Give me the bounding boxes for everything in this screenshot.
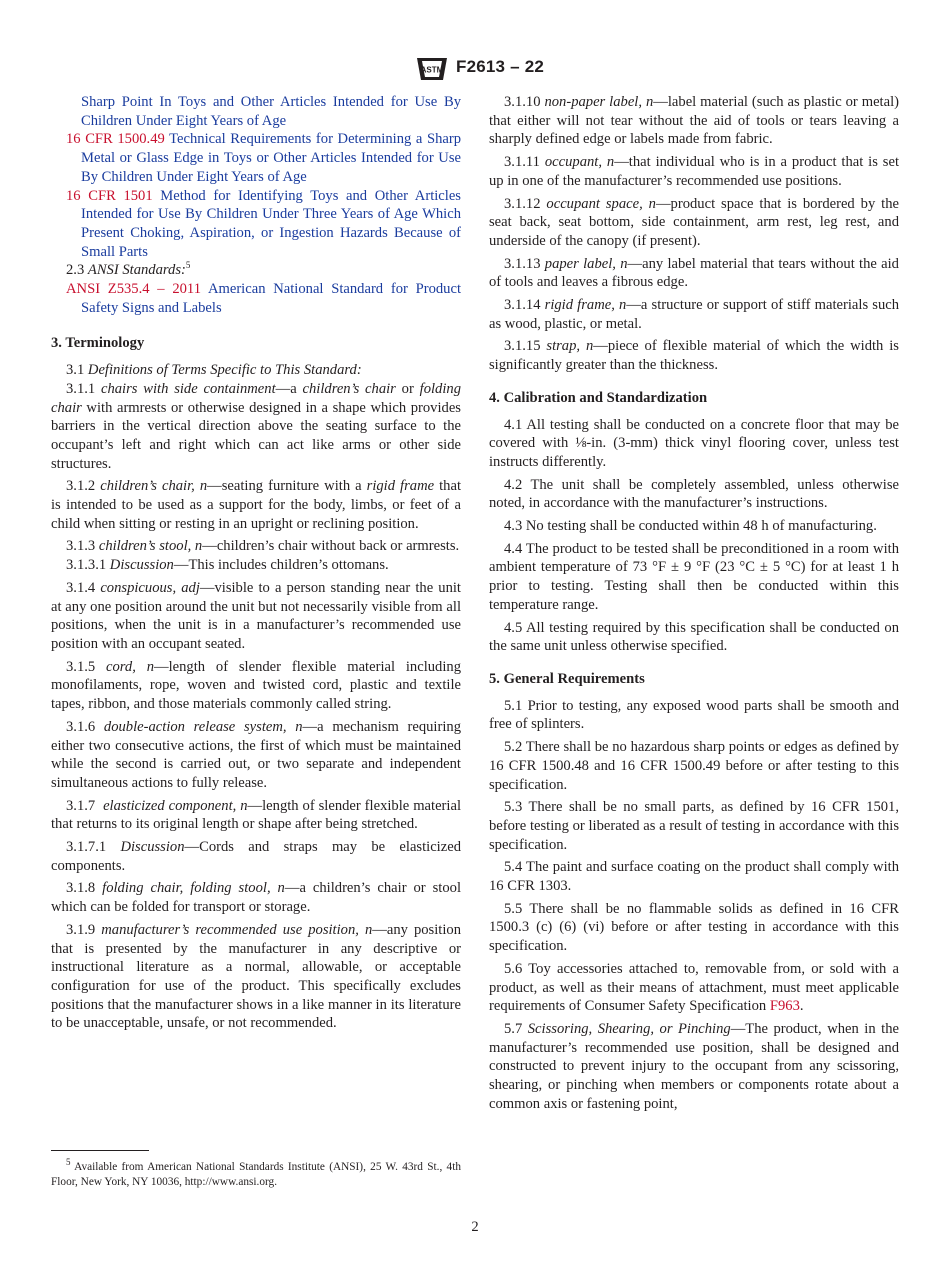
para-3-1-10: 3.1.10 non-paper label, n—label material (such as plastic or metal) that either will not tear without the aid of tools or tears leaving a sharply defined edge or labels made from fabric. [489,94,899,148]
left-column [51,93,461,1037]
footnote-text: Available from American National Standards Institute (ANSI), 25 W. 43rd St., 4th Floor, New York, NY 10036, http://www.ansi.org. [51,1161,461,1188]
reference-code[interactable]: 16 CFR 1500.49 [66,131,165,148]
para-4-4: 4.4 The product to be tested shall be preconditioned in a room with ambient temperature of 73 °F ± 9 °F (23 °C ± 5 °C) for at least 1 h prior to testing. Testing shall then be conducted within this temperature range. [489,540,899,613]
para-4-2: 4.2 The unit shall be completely assembled, unless otherwise noted, in accordance with the manufacturer’s instructions. [489,476,899,512]
para-3-1-14: 3.1.14 rigid frame, n—a structure or support of stiff materials such as wood, plastic, or metal. [489,297,900,332]
para-3-1-13: 3.1.13 paper label, n—any label material that tears without the aid of tools and leaves a fibrous edge. [489,255,899,291]
para-3-1-4: 3.1.4 conspicuous, adj—visible to a person standing near the unit at any one position around the unit but not necessarily visible from all positions, when the unit is in a manufacturer’s recommended use position with an occupant seated. [51,579,461,652]
reference-code[interactable]: ANSI Z535.4 – 2011 [66,281,201,298]
para-5-6: 5.6 Toy accessories attached to, removable from, or sold with a product, as well as their means of attachment, must meet applicable requirements of Consumer Safety Specification F963. [489,960,899,1015]
para-5-2: 5.2 There shall be no hazardous sharp points or edges as defined by 16 CFR 1500.48 and 16 CFR 1500.49 before or after testing to this specification. [489,739,899,793]
para-3-1-3-1: 3.1.3.1 Discussion—This includes children’s ottomans. [66,557,389,574]
astm-logo-text: ASTM [420,65,444,75]
para-5-3: 5.3 There shall be no small parts, as defined by 16 CFR 1501, before testing or liberated as a result of testing in accordance with this specification. [489,799,899,853]
reference-title[interactable]: Method for Identifying Toys and Other Articles Intended for Use By Children Under Three Years of Age Which Present Choking, Aspiration, or Ingestion Hazards Because of Small Parts [81,187,461,260]
para-3-1-8: 3.1.8 folding chair, folding stool, n—a children’s chair or stool which can be folded for transport or storage. [51,880,462,916]
para-3-1: 3.1 Definitions of Terms Specific to This Standard: [66,362,362,379]
para-3-1-1: 3.1.1 chairs with side containment—a children’s chair or folding chair with armrests or otherwise designed in a shape which provides barriers in the vertical direction above the seating surface to the occupant’s left and right which can act like arms or other side structures. [51,380,461,472]
para-3-1-7-1: 3.1.7.1 Discussion—Cords and straps may be elasticized components. [51,839,461,874]
reference-title[interactable]: American National Standard for Product Safety Signs and Labels [81,281,462,316]
para-3-1-9: 3.1.9 manufacturer’s recommended use position, n—any position that is presented by the manufacturer in any descriptive or instructional literature as a normal, allowable, or acceptable configuration for use of the product. This specifically excludes positions that the manufacturer shows in a like manner in its literature to be unacceptable, unsafe, or not recommended. [51,921,461,1032]
reference-title[interactable]: Technical Requirements for Determining a Sharp Metal or Glass Edge in Toys or Other Articles Intended for Use By Children Under Eight Years of Age [81,131,462,185]
para-3-1-7: 3.1.7 elasticized component, n—length of slender flexible material that returns to its original length or shape after being stretched. [51,797,461,833]
reference-1500-48-continued: Sharp Point In Toys and Other Articles Intended for Use By Children Under Eight Years of Age [81,94,461,129]
reference-link-f963[interactable]: F963 [769,998,800,1015]
section-heading-general-requirements: 5. General Requirements [489,670,645,687]
right-column [489,93,899,1117]
para-3-1-2: 3.1.2 children’s chair, n—seating furniture with a rigid frame that is intended to be used as a support for the body, limbs, or feet of a child when sitting or resting in an upright or reclining position. [51,478,462,532]
page-header [0,56,950,82]
para-5-4: 5.4 The paint and surface coating on the product shall comply with 16 CFR 1303. [489,859,899,895]
para-4-5: 4.5 All testing required by this specification shall be conducted on the same unit unless otherwise specified. [489,619,899,655]
section-heading-terminology: 3. Terminology [51,335,145,352]
para-5-1: 5.1 Prior to testing, any exposed wood parts shall be smooth and free of splinters. [489,697,899,733]
para-3-1-11: 3.1.11 occupant, n—that individual who is in a product that is set up in one of the manufacturer’s recommended use positions. [489,154,899,189]
reference-1501 [51,187,461,262]
standard-designation: F2613 – 22 [456,57,545,76]
page-number: 2 [471,1219,479,1235]
para-3-1-5: 3.1.5 cord, n—length of slender flexible material including monofilaments, rope, woven and twisted cord, plastic and textile tapes, ribbon, and those materials commonly called string. [51,658,461,713]
astm-logo-icon [413,56,451,82]
para-4-1: 4.1 All testing shall be conducted on a concrete floor that may be covered with ⅛-in. (3-mm) thick vinyl flooring cover, unless test instructs differently. [489,416,899,470]
para-3-1-3: 3.1.3 children’s stool, n—children’s chair without back or armrests. [66,538,460,555]
footnote [51,1157,461,1190]
ansi-standards-heading: 2.3 ANSI Standards:$^5$ [66,260,191,279]
reference-1500-49 [51,130,461,186]
para-4-3: 4.3 No testing shall be conducted within 48 h of manufacturing. [504,518,877,535]
footnote-divider [51,1150,149,1151]
para-3-1-15: 3.1.15 strap, n—piece of flexible material of which the width is significantly greater than the thickness. [489,338,899,374]
para-5-5: 5.5 There shall be no flammable solids as defined in 16 CFR 1500.3 (c) (6) (vi) before or after testing in accordance with this specification. [489,900,899,955]
section-heading-calibration: 4. Calibration and Standardization [489,389,708,406]
footnote-ref[interactable]: 5 [185,260,191,271]
reference-ansi-z535 [51,280,461,317]
para-3-1-6: 3.1.6 double-action release system, n—a mechanism requiring either two consecutive actions, the first of which must be maintained while the second is carried out, or two separate and independent simultaneous actions to fully release. [51,718,461,791]
para-5-7: 5.7 Scissoring, Shearing, or Pinching—The product, when in the manufacturer’s recommended use position, shall be designed and constructed to prevent injury to the occupant from any scissoring, shearing, or pinching when members or components rotate about a common axis or fastening point, [489,1020,899,1112]
reference-code[interactable]: 16 CFR 1501 [66,187,153,204]
footnote-marker: 5 [66,1157,71,1168]
para-3-1-12: 3.1.12 occupant space, n—product space that is bordered by the seat back, seat bottom, side containment, arm rest, leg rest, and underside of the canopy (if present). [489,195,900,249]
